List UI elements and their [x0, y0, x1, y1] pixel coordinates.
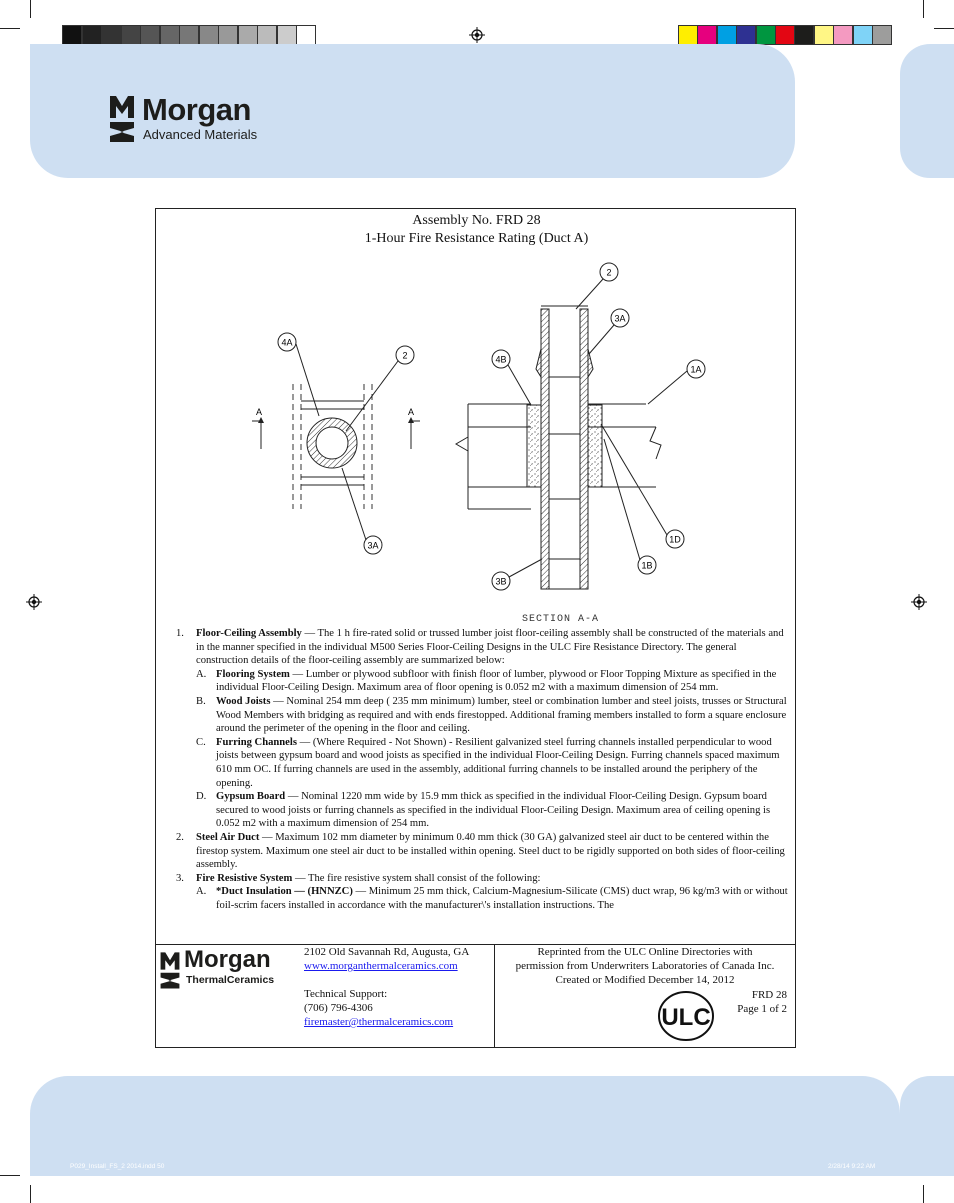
subitem-text: — (Where Required - Not Shown) - Resilient galvanized steel furring channels installed perpendicular to wood joists between gypsum board and wood joists as specified in the individual Floor-Ceiling Design. Furring channels spaced maximum 610 mm OC. If furring channels are used in the assembly, additional furring channels to be installed around the periphery of the opening.	[216, 736, 780, 789]
assembly-subitem	[176, 668, 788, 695]
callout-label: 2	[606, 267, 612, 278]
gray-swatch	[296, 25, 316, 45]
section-label: SECTION A-A	[522, 614, 600, 625]
trim-mark	[923, 1185, 924, 1203]
trim-mark	[923, 0, 924, 18]
subitem-letter: A.	[196, 668, 207, 680]
trim-mark	[30, 1185, 31, 1203]
gray-swatch	[160, 25, 180, 45]
item-number: 3.	[176, 872, 184, 884]
reprint-line-2: permission from Underwriters Laboratories of Canada Inc.	[515, 960, 775, 972]
color-swatch	[853, 25, 873, 45]
registration-mark-icon	[911, 594, 927, 610]
support-label: Technical Support:	[304, 988, 388, 1000]
callout-label: 3A	[614, 313, 626, 324]
color-swatch	[697, 25, 717, 45]
gray-swatch	[277, 25, 297, 45]
footer-contact	[304, 945, 494, 1048]
subitem-letter: A.	[196, 886, 207, 898]
item-heading: Fire Resistive System	[196, 872, 293, 884]
item-number: 1.	[176, 628, 184, 639]
ulc-seal-icon	[657, 990, 715, 1042]
color-swatch	[678, 25, 698, 45]
gray-swatch	[62, 25, 82, 45]
footer-brand-name: Morgan	[184, 946, 271, 973]
assembly-title: Assembly No. FRD 28	[412, 213, 541, 228]
slug-timestamp: 2/28/14 9:22 AM	[828, 1163, 876, 1170]
assembly-subitem	[176, 885, 788, 912]
color-swatch	[756, 25, 776, 45]
footer-logo	[156, 945, 301, 1048]
section-mark: A	[408, 407, 415, 417]
subitem-text: — Minimum 25 mm thick, Calcium-Magnesium-Silicate (CMS) duct wrap, 96 kg/m3 with or without foil-scrim facers installed in accordance with the manufacturer\'s installation instructions. The	[216, 886, 788, 911]
footer-address: 2102 Old Savannah Rd, Augusta, GA	[304, 946, 470, 958]
section-view	[456, 263, 705, 590]
assembly-subitem	[176, 736, 788, 790]
subitem-text: — Nominal 254 mm deep ( 235 mm minimum) lumber, steel or combination lumber and steel joists, trusses or Structural Wood Members with bridging as required and with ends firestopped. Additional framing members installed to form a square enclosure around the perimeter of the opening in the floor and ceiling.	[216, 695, 787, 735]
callout-label: 3A	[367, 540, 379, 551]
item-number: 2.	[176, 831, 184, 843]
subitem-heading: Furring Channels	[216, 736, 297, 748]
brand-name: Morgan	[142, 92, 251, 127]
item-text: — The fire resistive system shall consist of the following:	[292, 872, 541, 884]
callout-label: 3B	[495, 576, 507, 587]
gray-swatch	[140, 25, 160, 45]
callout-label: 1A	[690, 364, 702, 375]
assembly-item	[176, 872, 788, 886]
item-heading: Floor-Ceiling Assembly	[196, 628, 302, 639]
assembly-item	[176, 627, 788, 668]
subitem-letter: D.	[196, 791, 207, 803]
section-mark: A	[256, 407, 263, 417]
assembly-subitem	[176, 695, 788, 736]
gray-swatch	[82, 25, 102, 45]
color-swatch	[736, 25, 756, 45]
document-id: FRD 28	[751, 989, 787, 1001]
assembly-item	[176, 831, 788, 872]
item-text: — Maximum 102 mm diameter by minimum 0.40 mm thick (30 GA) galvanized steel air duct to be centered within the firestop system. Maximum one steel air duct to be installed within opening. Steel duct to be rigidly supported on both sides of floor-ceiling assembly.	[196, 831, 785, 871]
color-swatch	[833, 25, 853, 45]
slug-file-info: P029_Install_FS_2 2014.indd 50	[70, 1163, 165, 1170]
footer-band-edge	[900, 1076, 954, 1176]
plan-view	[252, 333, 420, 554]
color-swatch	[794, 25, 814, 45]
gray-swatch	[218, 25, 238, 45]
support-phone: (706) 796-4306	[304, 1002, 373, 1014]
brand-tagline: Advanced Materials	[143, 127, 258, 142]
assembly-subitem	[176, 790, 788, 831]
color-swatch	[872, 25, 892, 45]
morgan-logo-icon	[159, 950, 181, 994]
sheet-footer	[156, 944, 795, 1048]
footer-reprint	[495, 945, 795, 1048]
header-band-edge	[900, 44, 954, 178]
callout-label: 1D	[669, 534, 681, 545]
subitem-letter: B.	[196, 695, 206, 707]
registration-mark-icon	[26, 594, 42, 610]
rating-subtitle: 1-Hour Fire Resistance Rating (Duct A)	[364, 231, 589, 246]
footer-band	[30, 1076, 900, 1176]
reprint-line-3: Created or Modified December 14, 2012	[555, 974, 735, 986]
callout-label: 4B	[495, 354, 507, 365]
item-heading: Steel Air Duct	[196, 831, 260, 843]
assembly-description	[176, 627, 788, 912]
website-link[interactable]: www.morganthermalceramics.com	[304, 960, 458, 972]
reprint-line-1: Reprinted from the ULC Online Directories with	[537, 946, 753, 958]
page-indicator: Page 1 of 2	[737, 1003, 787, 1015]
gray-swatch	[199, 25, 219, 45]
color-swatch	[814, 25, 834, 45]
subitem-heading: Flooring System	[216, 668, 290, 680]
morgan-logo-icon	[108, 94, 136, 148]
subitem-heading: Gypsum Board	[216, 791, 286, 803]
gray-swatch	[257, 25, 277, 45]
section-drawing	[156, 209, 797, 629]
svg-text:ULC: ULC	[661, 1004, 711, 1031]
trim-mark	[934, 28, 954, 29]
subitem-heading: *Duct Insulation — (HNNZC)	[216, 886, 353, 898]
email-link[interactable]: firemaster@thermalceramics.com	[304, 1016, 454, 1028]
color-swatch	[717, 25, 737, 45]
gray-swatch	[238, 25, 258, 45]
gray-swatch	[179, 25, 199, 45]
assembly-sheet	[155, 208, 796, 1048]
registration-mark-icon	[469, 27, 485, 43]
gray-swatch	[101, 25, 121, 45]
subitem-letter: C.	[196, 736, 206, 748]
callout-label: 4A	[281, 337, 293, 348]
gray-swatch	[121, 25, 141, 45]
trim-mark	[30, 0, 31, 18]
trim-mark	[0, 1175, 20, 1176]
subitem-text: — Nominal 1220 mm wide by 15.9 mm thick as specified in the individual Floor-Ceiling Design. Gypsum board secured to wood joists or furring channels as specified in the individual Floor-Ceiling Design. Maximum area of ceiling opening is 0.052 m2 with a maximum dimension of 254 mm.	[216, 791, 771, 830]
trim-mark	[0, 28, 20, 29]
subitem-text: — Lumber or plywood subfloor with finish floor of lumber, plywood or Floor Topping Mixture as specified in the individual Floor-Ceiling Design. Maximum area of floor opening is 0.052 m2 with a maximum dimension of 254 mm.	[216, 668, 777, 694]
color-swatch	[775, 25, 795, 45]
item-text: — The 1 h fire-rated solid or trussed lumber joist floor-ceiling assembly shall be constructed of the materials and in the manner specified in the individual M500 Series Floor-Ceiling Designs in the ULC Fire Resistance Directory. The general construction details of the floor-ceiling assembly are summarized below:	[196, 628, 784, 667]
callout-label: 1B	[641, 560, 653, 571]
subitem-heading: Wood Joists	[216, 695, 271, 707]
callout-label: 2	[402, 350, 408, 361]
footer-brand-sub: ThermalCeramics	[186, 974, 275, 986]
